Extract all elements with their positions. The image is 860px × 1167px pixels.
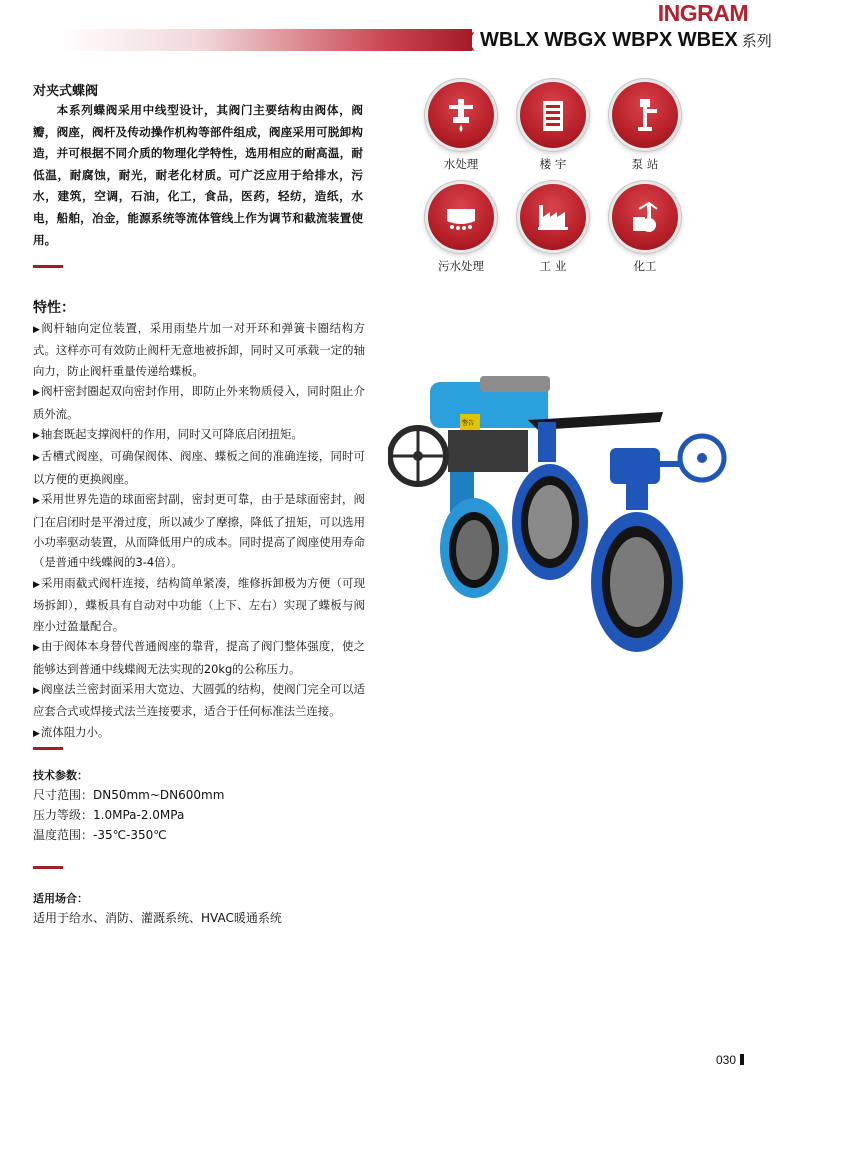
application-chemical xyxy=(600,184,690,274)
series-title xyxy=(480,29,772,52)
divider-bar xyxy=(33,866,63,869)
feature-item: ▶ 阀座法兰密封面采用大宽边、大圆弧的结构，使阀门完全可以适应套合式或焊接式法兰连接要求，适合于任何标准法兰连接。 xyxy=(33,679,365,722)
page-number-text: 030 xyxy=(716,1053,737,1067)
tech-pressure: 压力等级：1.0MPa-2.0MPa xyxy=(33,808,185,822)
feature-item: ▶ 由于阀体本身替代普通阀座的靠背，提高了阀门整体强度，使之能够达到普通中线蝶阀无法实现的20kg的公称压力。 xyxy=(33,636,365,679)
divider-bar xyxy=(33,265,63,268)
application-label: 水处理 xyxy=(443,157,479,171)
usage-text: 适用于给水、消防、灌溉系统、HVAC暖通系统 xyxy=(33,911,282,925)
application-building xyxy=(508,82,598,172)
feature-item: ▶ 舌槽式阀座，可确保阀体、阀座、蝶板之间的准确连接，同时可以方便的更换阀座。 xyxy=(33,446,365,489)
feature-item: ▶ 轴套既起支撑阀杆的作用，同时又可降底启闭扭矩。 xyxy=(33,424,365,446)
application-icons xyxy=(422,82,722,282)
tech-title: 技术参数： xyxy=(33,769,88,782)
series-models: WBLX WBGX WBPX WBEX xyxy=(480,29,738,51)
water-treatment-icon xyxy=(428,82,494,148)
feature-item: ▶ 阀杆轴向定位装置，采用雨垫片加一对开环和弹簧卡圈结构方式。这样亦可有效防止阀杆无意地被拆卸，同时又可承载一定的轴向力，防止阀杆重量传递给蝶板。 xyxy=(33,318,365,381)
application-water-treatment xyxy=(416,82,506,172)
series-suffix: 系列 xyxy=(741,33,772,50)
butterfly-valve-product-image xyxy=(388,372,728,672)
warning-label: 警告 xyxy=(462,420,475,427)
chemical-icon xyxy=(612,184,678,250)
intro-paragraph xyxy=(33,100,363,251)
header-gradient-band xyxy=(60,29,472,51)
usage-title: 适用场合： xyxy=(33,892,88,905)
application-label: 楼 宇 xyxy=(539,157,567,171)
feature-list xyxy=(33,318,365,744)
feature-item: ▶ 阀杆密封圈起双向密封作用，即防止外来物质侵入，同时阻止介质外流。 xyxy=(33,381,365,424)
application-pump-station xyxy=(600,82,690,172)
page-number xyxy=(716,1053,744,1067)
tech-size: 尺寸范围：DN50mm~DN600mm xyxy=(33,788,225,802)
application-label: 污水处理 xyxy=(438,259,484,273)
pump-station-icon xyxy=(612,82,678,148)
feature-item: ▶ 流体阻力小。 xyxy=(33,722,365,744)
feature-item: ▶ 采用世界先造的球面密封副，密封更可靠，由于是球面密封，阀门在启闭时是平滑过度，所以减少了摩擦，降低了扭矩，可以选用小功率驱动装置，从而降低用户的成本。同时提高了阀座使用寿命（是普通中线蝶阀的3-4倍）。 xyxy=(33,489,365,573)
application-label: 泵 站 xyxy=(631,157,659,171)
sewage-treatment-icon xyxy=(428,184,494,250)
application-label: 化工 xyxy=(633,259,657,273)
building-icon xyxy=(520,82,586,148)
application-sewage-treatment xyxy=(416,184,506,274)
feature-item: ▶ 采用雨截式阀杆连接，结构简单紧凑，维修拆卸极为方便（可现场拆卸），蝶板具有自动对中功能（上下、左右）实现了蝶板与阀座小过盈量配合。 xyxy=(33,573,365,636)
features-title: 特性： xyxy=(33,300,75,316)
gear-valve-illustration xyxy=(591,436,724,652)
divider-bar xyxy=(33,747,63,750)
header-bracket-glyph: ❮ xyxy=(462,30,478,51)
intro-title: 对夹式蝶阀 xyxy=(33,84,99,99)
industry-icon xyxy=(520,184,586,250)
application-industry xyxy=(508,184,598,274)
application-label: 工 业 xyxy=(539,259,567,273)
page-number-mark xyxy=(740,1054,744,1065)
brand-logo: INGRAM xyxy=(657,0,748,26)
intro-text: 本系列蝶阀采用中线型设计，其阀门主要结构由阀体，阀瓣，阀座，阀杆及传动操作机构等部件组成，阀座采用可脱卸构造，并可根据不同介质的物理化学特性，选用相应的耐高温，耐低温，耐腐蚀，耐光，耐老化材质。可广泛应用于给排水，污水，建筑，空调，石油，化工，食品，医药，轻纺，造纸，水电，船舶，冶金，能源系统等流体管线上作为调节和截流装置使用。 xyxy=(33,103,363,247)
tech-temperature: 温度范围：-35℃-350℃ xyxy=(33,828,167,842)
